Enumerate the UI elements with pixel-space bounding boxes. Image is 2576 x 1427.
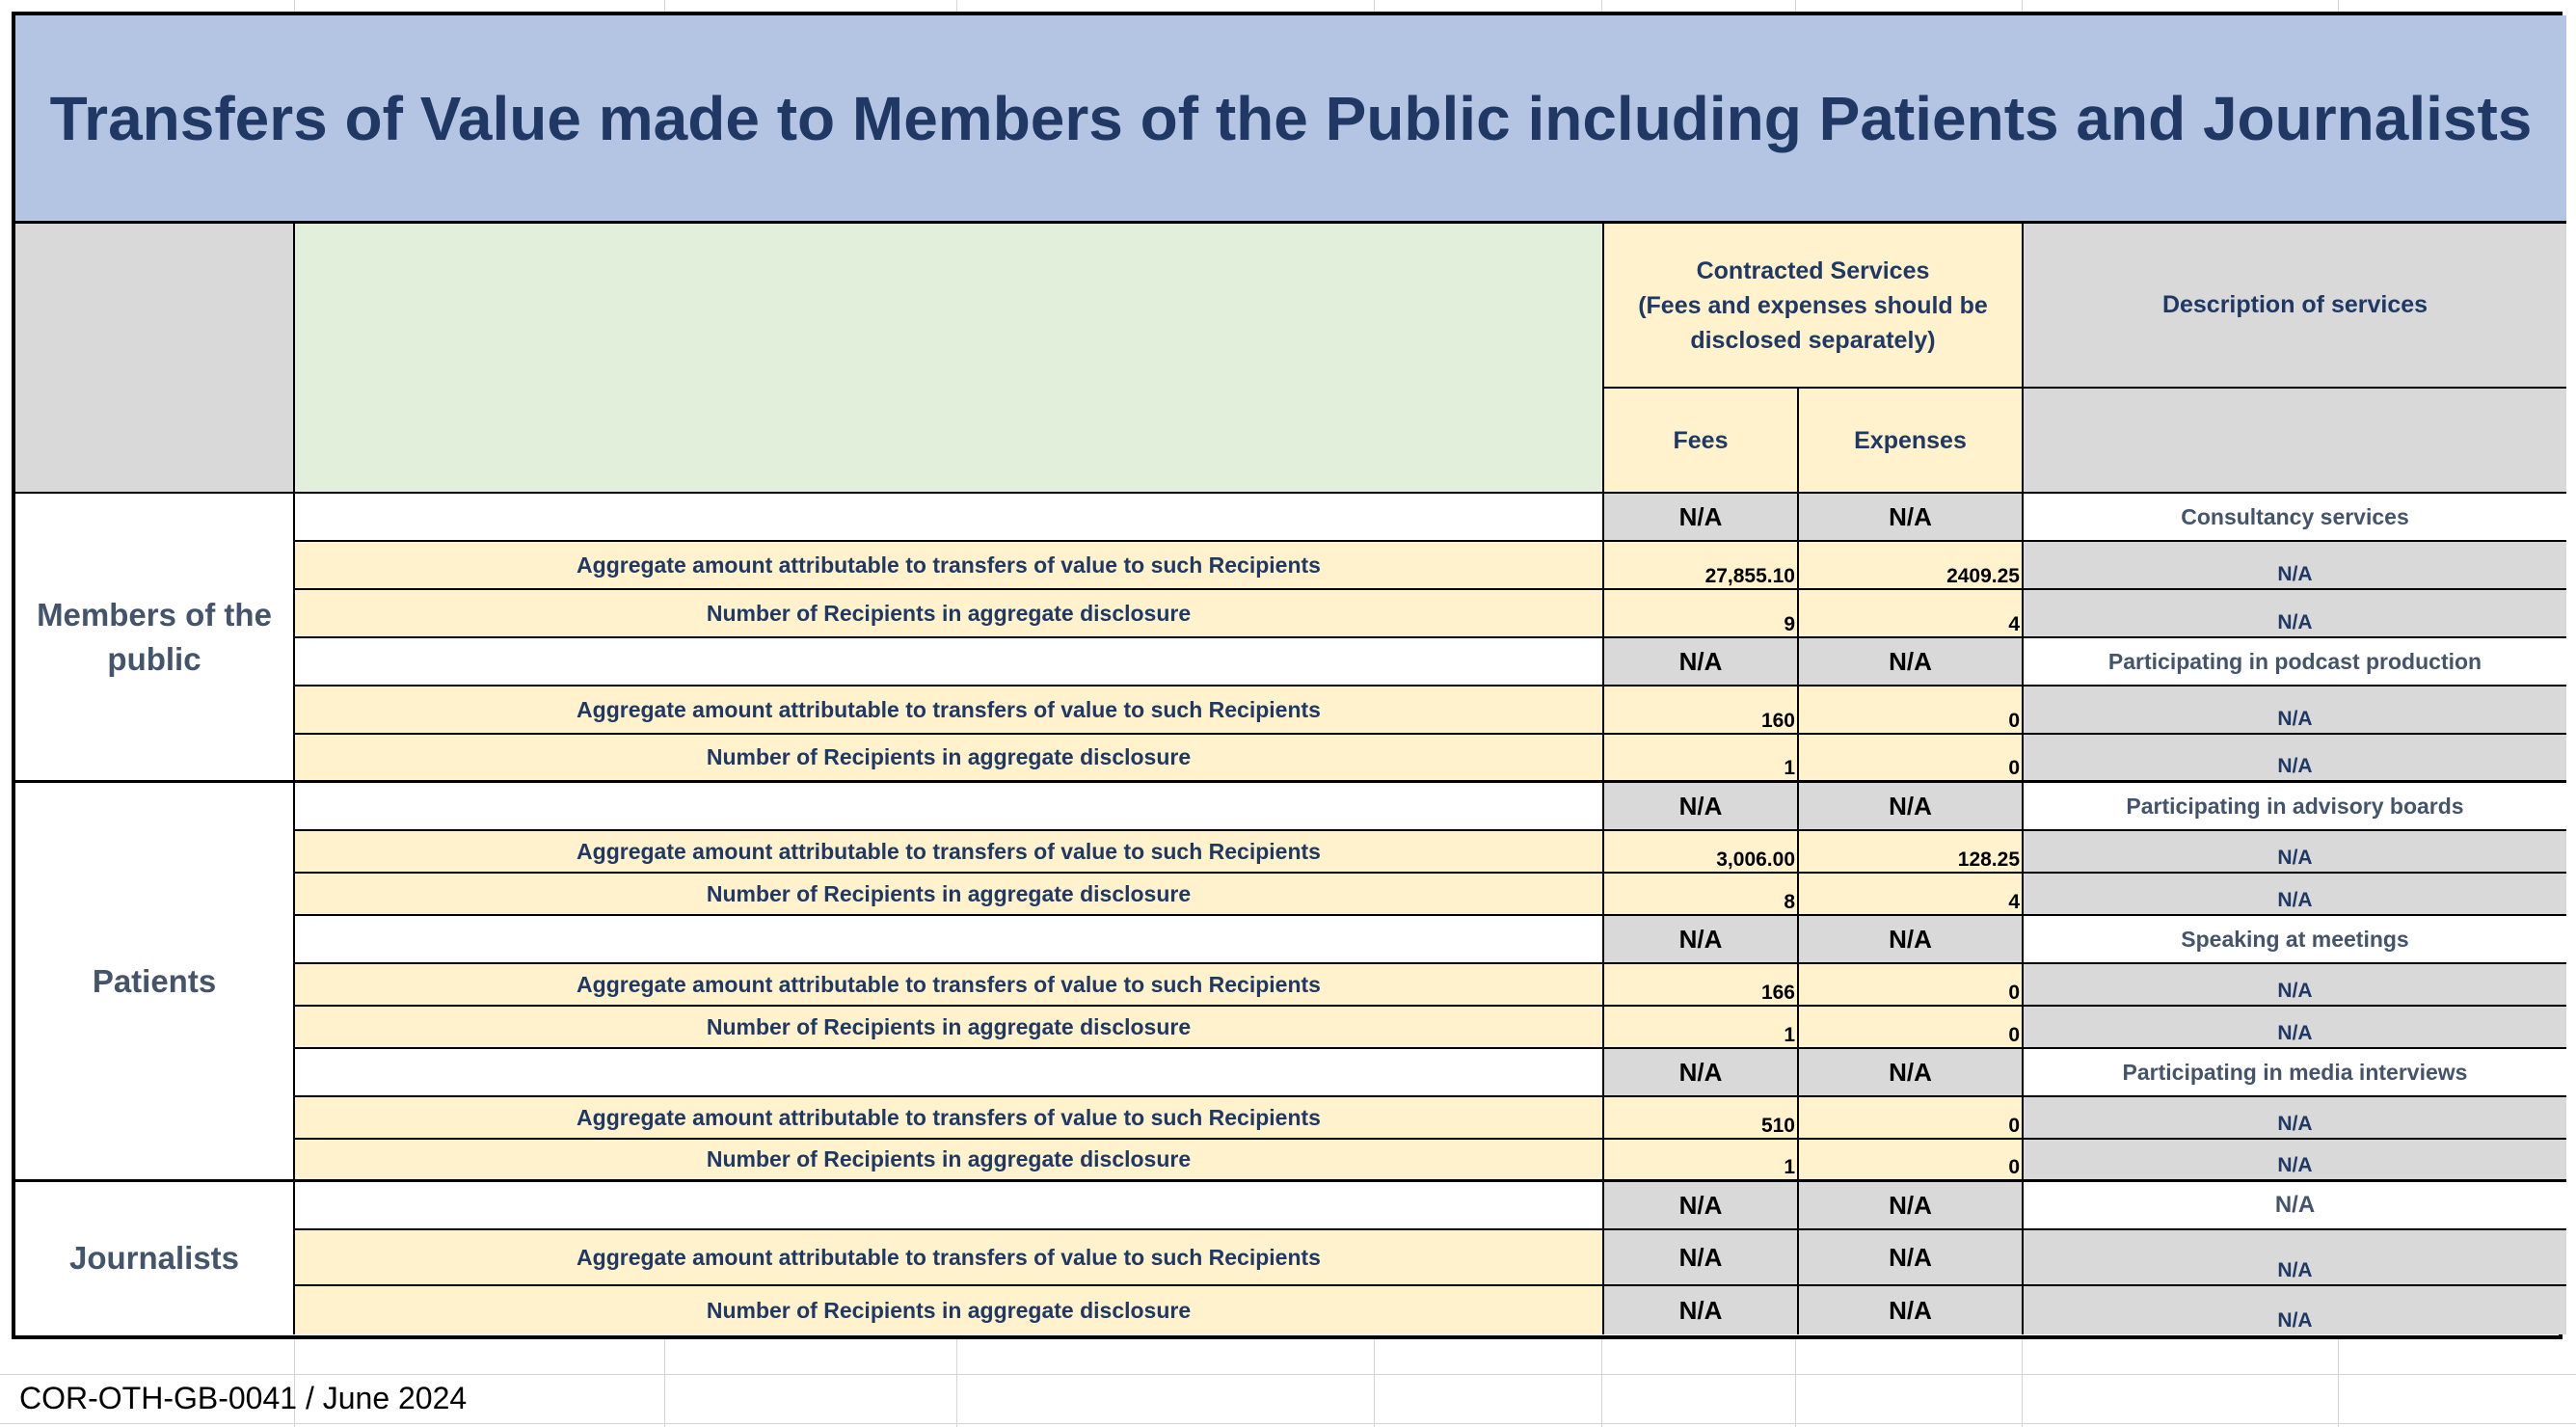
service-row-blank [295, 783, 1604, 831]
aggregate-fees-value: 27,855.10 [1604, 542, 1799, 590]
aggregate-description: N/A [2024, 1097, 2566, 1140]
aggregate-description: N/A [2024, 831, 2566, 874]
aggregate-description: N/A [2024, 687, 2566, 735]
aggregate-expenses-value: 0 [1799, 964, 2024, 1007]
group-members-of-the-public: Members of the public [15, 494, 295, 783]
aggregate-expenses-value: 0 [1799, 687, 2024, 735]
number-description: N/A [2024, 1286, 2566, 1334]
aggregate-label: Aggregate amount attributable to transfers of value to such Recipients [295, 831, 1604, 874]
description-of-services-header: Description of services [2024, 224, 2566, 389]
aggregate-expenses-value: N/A [1799, 1230, 2024, 1286]
aggregate-fees-value: 510 [1604, 1097, 1799, 1140]
report-table [12, 12, 2563, 1339]
number-fees-value: 9 [1604, 590, 1799, 638]
expenses-na: N/A [1799, 1182, 2024, 1230]
aggregate-description: N/A [2024, 1230, 2566, 1286]
expenses-na: N/A [1799, 494, 2024, 542]
aggregate-description: N/A [2024, 542, 2566, 590]
fees-na: N/A [1604, 916, 1799, 964]
number-description: N/A [2024, 1140, 2566, 1182]
contracted-services-header: Contracted Services (Fees and expenses should be disclosed separately) [1604, 224, 2024, 389]
aggregate-expenses-value: 0 [1799, 1097, 2024, 1140]
number-fees-value: 1 [1604, 1007, 1799, 1049]
number-label: Number of Recipients in aggregate disclosure [295, 1140, 1604, 1182]
aggregate-label: Aggregate amount attributable to transfers of value to such Recipients [295, 1230, 1604, 1286]
number-fees-value: 8 [1604, 874, 1799, 916]
number-fees-value: 1 [1604, 1140, 1799, 1182]
fees-header: Fees [1604, 389, 1799, 494]
number-description: N/A [2024, 590, 2566, 638]
fees-na: N/A [1604, 1182, 1799, 1230]
group-journalists: Journalists [15, 1182, 295, 1334]
aggregate-label: Aggregate amount attributable to transfers of value to such Recipients [295, 542, 1604, 590]
service-row-blank [295, 1049, 1604, 1097]
service-row-blank [295, 916, 1604, 964]
aggregate-label: Aggregate amount attributable to transfers of value to such Recipients [295, 964, 1604, 1007]
fees-na: N/A [1604, 1049, 1799, 1097]
number-expenses-value: N/A [1799, 1286, 2024, 1334]
aggregate-fees-value: 3,006.00 [1604, 831, 1799, 874]
number-expenses-value: 4 [1799, 874, 2024, 916]
header-blank-gray [15, 224, 295, 494]
service-description: Participating in advisory boards [2024, 783, 2566, 831]
aggregate-expenses-value: 128.25 [1799, 831, 2024, 874]
expenses-na: N/A [1799, 916, 2024, 964]
number-expenses-value: 0 [1799, 735, 2024, 783]
fees-na: N/A [1604, 638, 1799, 687]
service-description: N/A [2024, 1182, 2566, 1230]
aggregate-fees-value: 166 [1604, 964, 1799, 1007]
document-reference-code: COR-OTH-GB-0041 / June 2024 [19, 1381, 468, 1415]
aggregate-label: Aggregate amount attributable to transfers of value to such Recipients [295, 687, 1604, 735]
expenses-header: Expenses [1799, 389, 2024, 494]
number-label: Number of Recipients in aggregate disclosure [295, 874, 1604, 916]
service-description: Participating in podcast production [2024, 638, 2566, 687]
aggregate-fees-value: N/A [1604, 1230, 1799, 1286]
service-description: Speaking at meetings [2024, 916, 2566, 964]
number-fees-value: 1 [1604, 735, 1799, 783]
number-expenses-value: 4 [1799, 590, 2024, 638]
fees-na: N/A [1604, 494, 1799, 542]
expenses-na: N/A [1799, 1049, 2024, 1097]
report-title: Transfers of Value made to Members of the Public including Patients and Journalists [15, 15, 2566, 224]
service-row-blank [295, 1182, 1604, 1230]
service-description: Consultancy services [2024, 494, 2566, 542]
number-expenses-value: 0 [1799, 1007, 2024, 1049]
service-description: Participating in media interviews [2024, 1049, 2566, 1097]
number-label: Number of Recipients in aggregate disclosure [295, 1007, 1604, 1049]
aggregate-description: N/A [2024, 964, 2566, 1007]
fees-na: N/A [1604, 783, 1799, 831]
group-patients: Patients [15, 783, 295, 1182]
aggregate-label: Aggregate amount attributable to transfers of value to such Recipients [295, 1097, 1604, 1140]
number-description: N/A [2024, 1007, 2566, 1049]
expenses-na: N/A [1799, 638, 2024, 687]
service-row-blank [295, 638, 1604, 687]
expenses-na: N/A [1799, 783, 2024, 831]
number-fees-value: N/A [1604, 1286, 1799, 1334]
aggregate-expenses-value: 2409.25 [1799, 542, 2024, 590]
number-description: N/A [2024, 735, 2566, 783]
aggregate-fees-value: 160 [1604, 687, 1799, 735]
number-description: N/A [2024, 874, 2566, 916]
number-label: Number of Recipients in aggregate disclosure [295, 735, 1604, 783]
number-expenses-value: 0 [1799, 1140, 2024, 1182]
service-row-blank [295, 494, 1604, 542]
header-blank-green [295, 224, 1604, 494]
number-label: Number of Recipients in aggregate disclosure [295, 590, 1604, 638]
description-blank-header [2024, 389, 2566, 494]
number-label: Number of Recipients in aggregate disclosure [295, 1286, 1604, 1334]
